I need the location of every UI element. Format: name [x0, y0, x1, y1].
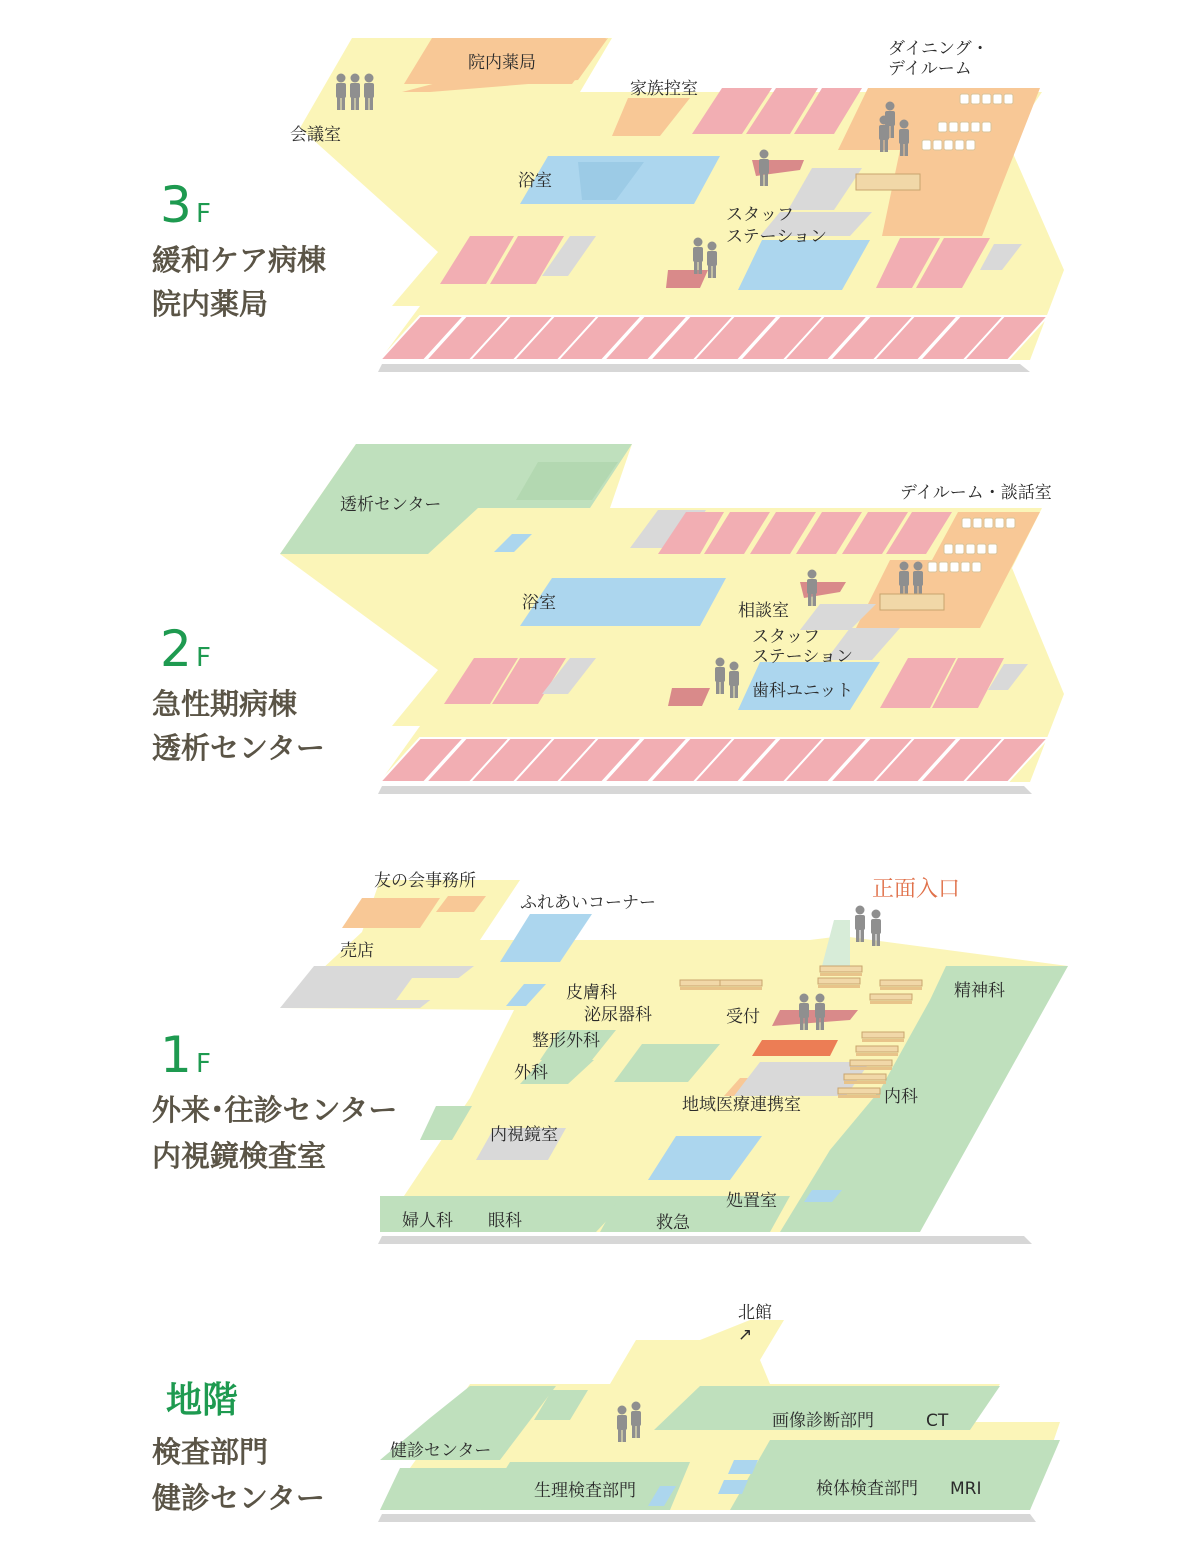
floor-b1 — [152, 1303, 1060, 1522]
floor-1f — [152, 871, 1068, 1244]
label-family-waiting: 家族控室 — [630, 79, 698, 99]
label-staff-3f-1: スタッフ — [726, 205, 794, 225]
label-staff-2f-2: ステーション — [752, 647, 853, 667]
dining-table-icon — [880, 594, 944, 610]
bench-icon — [838, 1088, 880, 1098]
label-checkup: 健診センター — [390, 1441, 492, 1461]
bench-icon — [844, 1074, 886, 1084]
chairs-icon — [944, 544, 997, 554]
label-tomo-office: 友の会事務所 — [374, 871, 476, 891]
label-gyn: 婦人科 — [402, 1211, 453, 1231]
label-urology: 泌尿器科 — [584, 1005, 652, 1025]
label-surgery: 外科 — [514, 1063, 548, 1083]
floor-2f-num: 2 — [160, 620, 192, 678]
bench-icon — [680, 980, 722, 990]
label-staff-3f-2: ステーション — [726, 227, 827, 247]
label-dining: ダイニング・ — [888, 39, 989, 59]
label-dialysis: 透析センター — [340, 495, 442, 515]
label-pharmacy: 院内薬局 — [468, 53, 536, 73]
north-arrow-icon: ↗ — [738, 1325, 753, 1345]
floor-b1-desc-1: 検査部門 — [152, 1435, 269, 1469]
bench-icon — [880, 980, 922, 990]
label-specimen: 検体検査部門 — [816, 1479, 918, 1499]
chairs-icon — [960, 94, 1013, 104]
specimen-dept — [730, 1440, 1060, 1510]
bench-icon — [862, 1032, 904, 1042]
label-mri: MRI — [950, 1479, 982, 1499]
bench-icon — [818, 978, 860, 988]
label-bath-3f: 浴室 — [518, 171, 552, 191]
label-psych: 精神科 — [954, 981, 1005, 1001]
label-regional: 地域医療連携室 — [682, 1095, 801, 1115]
chairs-icon — [938, 122, 991, 132]
label-staff-2f-1: スタッフ — [752, 627, 820, 647]
floor-3f — [152, 38, 1064, 372]
label-shop: 売店 — [340, 941, 374, 961]
floor-3f-shadow — [378, 364, 1030, 372]
label-internal: 内科 — [884, 1087, 918, 1107]
ward-row-3f — [380, 316, 1048, 360]
chairs-icon — [928, 562, 981, 572]
label-dental: 歯科ユニット — [752, 681, 854, 701]
floor-3f-desc-2: 院内薬局 — [152, 287, 269, 321]
label-dayroom-talk: デイルーム・談話室 — [900, 483, 1052, 503]
bench-icon — [870, 994, 912, 1004]
bench-icon — [720, 980, 762, 990]
floor-3f-num: 3 — [160, 176, 192, 234]
floor-3f-unit: F — [196, 199, 211, 229]
chairs-icon — [962, 518, 1015, 528]
bench-icon — [856, 1046, 898, 1056]
label-entrance: 正面入口 — [872, 877, 961, 902]
bench-icon — [850, 1060, 892, 1070]
floor-2f — [152, 444, 1064, 794]
floor-b1-num: 地階 — [166, 1380, 239, 1421]
label-ortho: 整形外科 — [532, 1031, 600, 1051]
label-fureai: ふれあいコーナー — [520, 893, 656, 913]
label-treatment: 処置室 — [726, 1191, 777, 1211]
label-ct: CT — [926, 1411, 949, 1431]
label-reception: 受付 — [726, 1007, 760, 1027]
floor-2f-shadow — [378, 786, 1032, 794]
floor-2f-desc-2: 透析センター — [152, 731, 325, 765]
floor-2f-desc-1: 急性期病棟 — [152, 687, 298, 721]
dining-table-icon — [856, 174, 920, 190]
label-imaging: 画像診断部門 — [772, 1411, 874, 1431]
floor-1f-desc-1: 外来･往診センター — [152, 1093, 398, 1127]
floor-2f-unit: F — [196, 643, 211, 673]
label-meeting: 会議室 — [290, 125, 341, 145]
label-derm: 皮膚科 — [566, 983, 617, 1003]
bench-icon — [820, 966, 862, 976]
label-dayroom: デイルーム — [888, 59, 972, 79]
chairs-icon — [922, 140, 975, 150]
reception-desk — [752, 1040, 838, 1056]
floor-1f-num: 1 — [160, 1026, 192, 1084]
people-icon — [855, 906, 865, 943]
floor-1f-shadow — [378, 1236, 1032, 1244]
ward-row-2f — [380, 738, 1048, 782]
floor-3f-desc-1: 緩和ケア病棟 — [152, 243, 327, 277]
label-consult: 相談室 — [738, 601, 789, 621]
label-north: 北館 — [738, 1303, 772, 1323]
label-endoscopy: 内視鏡室 — [490, 1125, 558, 1145]
floor-b1-desc-2: 健診センター — [152, 1481, 325, 1515]
floor-1f-unit: F — [196, 1049, 211, 1079]
label-physio: 生理検査部門 — [534, 1481, 636, 1501]
floor-b1-shadow — [378, 1514, 1036, 1522]
label-bath-2f: 浴室 — [522, 593, 556, 613]
label-ophth: 眼科 — [488, 1211, 522, 1231]
floor-1f-desc-2: 内視鏡検査室 — [152, 1139, 327, 1173]
label-emergency: 救急 — [656, 1213, 690, 1233]
